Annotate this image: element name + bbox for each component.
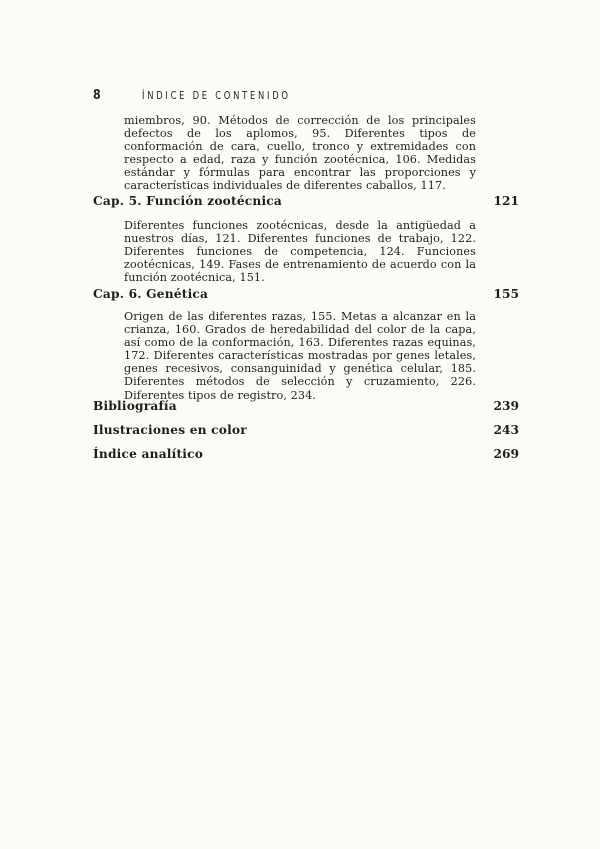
running-header-title: ÍNDICE DE CONTENIDO [142, 90, 291, 102]
chapter-6-title: Cap. 6. Genética [93, 287, 209, 301]
toc-entry-chapter-5 [93, 194, 519, 208]
running-header [93, 88, 328, 103]
toc-continuation-paragraph: miembros, 90. Métodos de corrección de los principales defectos de los aplomos, 95. Diferentes tipos de conformación de cara, cuello, tronco y extremidades con respecto a edad, raza y función zootécnica, 106. Medidas estándar y fórmulas para encontrar las proporciones y características individuales de diferentes caballos, 117. [124, 114, 476, 193]
chapter-5-summary: Diferentes funciones zootécnicas, desde la antigüedad a nuestros días, 121. Diferentes funciones de trabajo, 122. Diferentes funciones de competencia, 124. Funciones zootécnicas, 149. Fases de entrenamiento de acuerdo con la función zootécnica, 151. [124, 219, 476, 285]
toc-entry-chapter-6 [93, 287, 519, 301]
chapter-6-page-number: 155 [493, 287, 519, 301]
bibliografia-title: Bibliografía [93, 399, 177, 413]
toc-entry-ilustraciones [93, 423, 519, 437]
ilustraciones-page-number: 243 [493, 423, 519, 437]
toc-entry-indice-analitico [93, 447, 519, 461]
chapter-6-summary: Origen de las diferentes razas, 155. Metas a alcanzar en la crianza, 160. Grados de heredabilidad del color de la capa, así como de la conformación, 163. Diferentes razas equinas, 172. Diferentes características mostradas por genes letales, genes recesivos, consanguinidad y genética celular, 185. Diferentes métodos de selección y cruzamiento, 226. Diferentes tipos de registro, 234. [124, 310, 476, 402]
chapter-5-page-number: 121 [493, 194, 519, 208]
page-number: 8 [93, 88, 101, 103]
indice-analitico-title: Índice analítico [93, 447, 204, 461]
indice-analitico-page-number: 269 [493, 447, 519, 461]
toc-entry-bibliografia [93, 399, 519, 413]
chapter-5-title: Cap. 5. Función zootécnica [93, 194, 283, 208]
bibliografia-page-number: 239 [493, 399, 519, 413]
ilustraciones-title: Ilustraciones en color [93, 423, 247, 437]
